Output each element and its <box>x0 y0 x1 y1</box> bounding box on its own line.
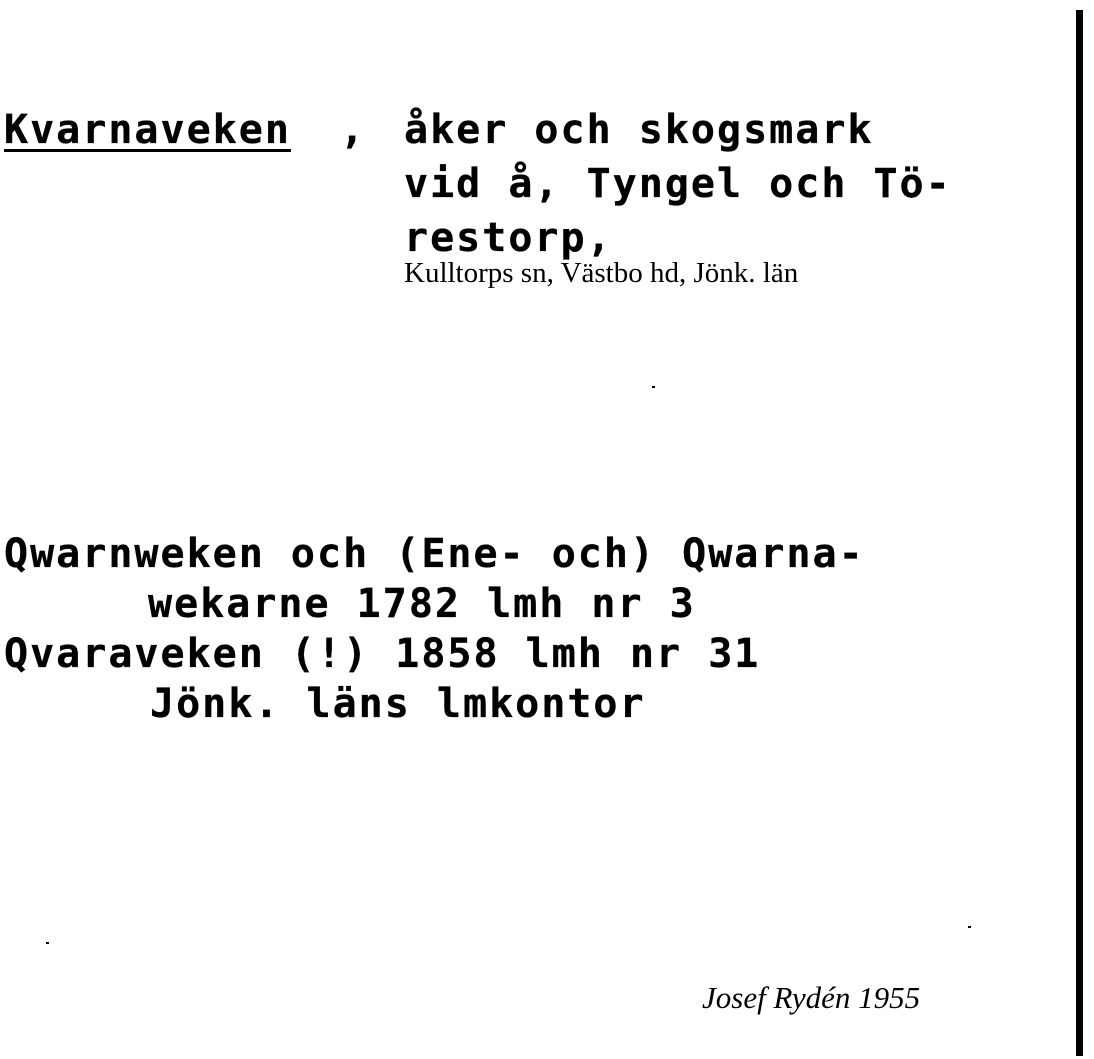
source-line-3: Qvaraveken (!) 1858 lmh nr 31 <box>4 631 761 677</box>
source-line-4: Jönk. läns lmkontor <box>150 681 646 727</box>
card-edge <box>1076 10 1083 1056</box>
location-line: Kulltorps sn, Västbo hd, Jönk. län <box>404 257 799 289</box>
speck <box>968 926 971 928</box>
source-line-1: Qwarnweken och (Ene- och) Qwarna- <box>4 531 865 577</box>
signature: Josef Rydén 1955 <box>702 980 921 1015</box>
description-line-3: restorp, <box>404 215 613 261</box>
description-line-1: åker och skogsmark <box>404 107 874 153</box>
description-line-2: vid å, Tyngel och Tö- <box>404 161 952 207</box>
headword-comma: , <box>340 107 367 153</box>
source-line-2: wekarne 1782 lmh nr 3 <box>148 581 696 627</box>
speck <box>46 942 49 944</box>
speck <box>652 386 655 388</box>
headword: Kvarnaveken <box>4 107 291 153</box>
